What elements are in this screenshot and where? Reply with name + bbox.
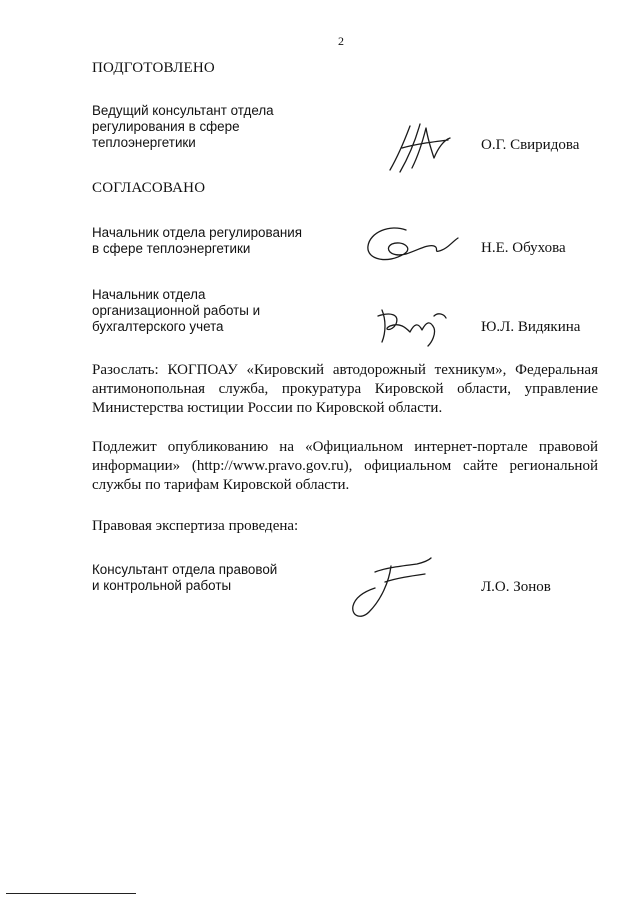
agreed-signer-1-name: Н.Е. Обухова <box>481 240 566 256</box>
prepared-position-line: Ведущий консультант отдела <box>92 103 274 118</box>
signature-vidyakina <box>372 302 452 348</box>
signature-obukhova <box>362 220 462 270</box>
legal-review-note: Правовая экспертиза проведена: <box>92 518 299 534</box>
legal-review-position-line: и контрольной работы <box>92 578 232 593</box>
signature-sviridova <box>382 118 462 178</box>
prepared-signer-name: О.Г. Свиридова <box>481 137 580 153</box>
agreed-signer-2-name: Ю.Л. Видякина <box>481 319 581 335</box>
agreed-position-line: в сфере теплоэнергетики <box>92 241 251 256</box>
page-number: 2 <box>338 34 344 48</box>
agreed-signer-2-position <box>92 287 260 335</box>
legal-review-position-line: Консультант отдела правовой <box>92 562 278 577</box>
agreed-heading: СОГЛАСОВАНО <box>92 180 206 196</box>
prepared-position-line: регулирования в сфере <box>92 119 240 134</box>
prepared-position-line: теплоэнергетики <box>92 135 196 150</box>
publication-note: Подлежит опубликованию на «Официальном интернет-портале правовой информации» (http://www.pravo.gov.ru), официальном сайте региональной службы по тарифам Кировской области. <box>92 439 598 493</box>
distribution-list: Разослать: КОГПОАУ «Кировский автодорожный техникум», Федеральная антимонопольная служба, прокуратура Кировской области, управление Министерства юстиции России по Кировской области. <box>92 362 598 416</box>
legal-review-signer-name: Л.О. Зонов <box>481 579 551 595</box>
footer-rule <box>6 893 136 894</box>
agreed-position-line: организационной работы и <box>92 303 261 318</box>
prepared-heading: ПОДГОТОВЛЕНО <box>92 60 215 76</box>
legal-review-position <box>92 562 277 594</box>
signature-zonov <box>345 552 435 624</box>
agreed-position-line: бухгалтерского учета <box>92 319 224 334</box>
prepared-position <box>92 103 274 151</box>
agreed-position-line: Начальник отдела <box>92 287 206 302</box>
agreed-position-line: Начальник отдела регулирования <box>92 225 303 240</box>
agreed-signer-1-position <box>92 225 302 257</box>
